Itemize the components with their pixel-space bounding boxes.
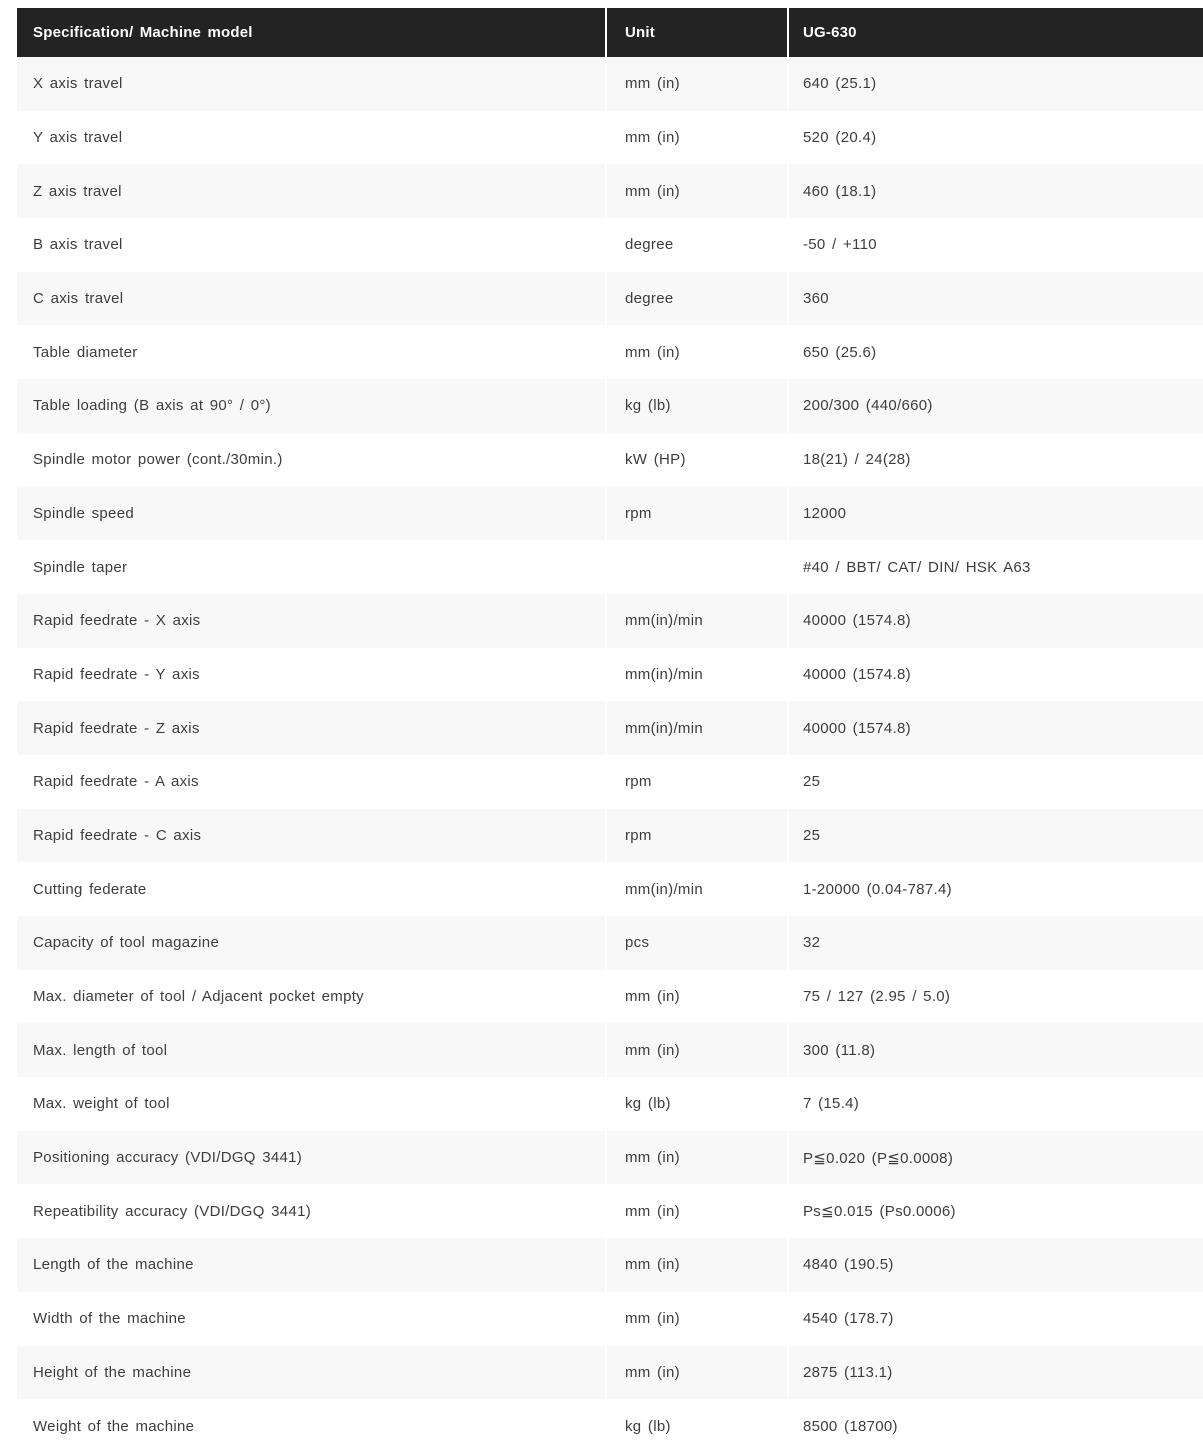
spec-cell: Weight of the machine [33, 1417, 195, 1435]
table-row [17, 594, 1203, 648]
spec-cell: Rapid feedrate - A axis [33, 773, 199, 791]
unit-cell: mm(in)/min [605, 862, 787, 916]
unit-cell: mm (in) [605, 1346, 787, 1400]
unit-cell [605, 540, 787, 594]
spec-cell: Rapid feedrate - C axis [33, 826, 202, 844]
unit-cell: mm (in) [605, 1184, 787, 1238]
spec-cell: Positioning accuracy (VDI/DGQ 3441) [33, 1149, 303, 1167]
unit-cell: mm (in) [605, 970, 787, 1024]
unit-cell: mm(in)/min [605, 701, 787, 755]
table-row [17, 272, 1203, 326]
value-cell: 520 (20.4) [787, 111, 1203, 165]
table-row [17, 1238, 1203, 1292]
table-row [17, 1131, 1203, 1185]
unit-cell: rpm [605, 809, 787, 863]
unit-cell: kW (HP) [605, 433, 787, 487]
unit-cell: mm (in) [605, 1238, 787, 1292]
spec-cell: Y axis travel [33, 129, 123, 147]
value-cell: 25 [787, 755, 1203, 809]
spec-cell: X axis travel [33, 75, 123, 93]
value-cell: Ps≦0.015 (Ps0.0006) [787, 1184, 1203, 1238]
spec-cell: Capacity of tool magazine [33, 934, 220, 952]
unit-cell: mm (in) [605, 325, 787, 379]
table-row [17, 164, 1203, 218]
unit-cell: rpm [605, 755, 787, 809]
value-cell: 4840 (190.5) [787, 1238, 1203, 1292]
table-row [17, 487, 1203, 541]
table-row [17, 701, 1203, 755]
table-row [17, 1023, 1203, 1077]
value-cell: 8500 (18700) [787, 1399, 1203, 1453]
value-cell: 200/300 (440/660) [787, 379, 1203, 433]
value-cell: 2875 (113.1) [787, 1346, 1203, 1400]
table-row [17, 1077, 1203, 1131]
value-cell: 40000 (1574.8) [787, 648, 1203, 702]
table-row [17, 648, 1203, 702]
value-cell: 40000 (1574.8) [787, 701, 1203, 755]
spec-cell: Length of the machine [33, 1256, 194, 1274]
table-body [17, 57, 1203, 1453]
unit-cell: rpm [605, 487, 787, 541]
unit-cell: mm (in) [605, 1292, 787, 1346]
value-cell: 460 (18.1) [787, 164, 1203, 218]
spec-cell: Cutting federate [33, 880, 147, 898]
table-row [17, 862, 1203, 916]
unit-cell: mm (in) [605, 57, 787, 111]
value-cell: 1-20000 (0.04-787.4) [787, 862, 1203, 916]
value-cell: #40 / BBT/ CAT/ DIN/ HSK A63 [787, 540, 1203, 594]
value-cell: P≦0.020 (P≦0.0008) [787, 1131, 1203, 1185]
table-row [17, 916, 1203, 970]
spec-cell: B axis travel [33, 236, 123, 254]
table-row [17, 111, 1203, 165]
table-row [17, 970, 1203, 1024]
table-row [17, 1346, 1203, 1400]
header-model: UG-630 [787, 8, 1203, 57]
unit-cell: degree [605, 272, 787, 326]
table-row [17, 1399, 1203, 1453]
spec-cell: Table loading (B axis at 90° / 0°) [33, 397, 271, 415]
spec-cell: Spindle taper [33, 558, 128, 576]
unit-cell: degree [605, 218, 787, 272]
unit-cell: pcs [605, 916, 787, 970]
table-header-row [17, 8, 1203, 57]
unit-cell: mm (in) [605, 164, 787, 218]
table-row [17, 1292, 1203, 1346]
spec-cell: C axis travel [33, 290, 124, 308]
table-row [17, 1184, 1203, 1238]
spec-cell: Rapid feedrate - X axis [33, 612, 201, 630]
value-cell: 300 (11.8) [787, 1023, 1203, 1077]
value-cell: 650 (25.6) [787, 325, 1203, 379]
table-row [17, 540, 1203, 594]
table-row [17, 809, 1203, 863]
table-row [17, 433, 1203, 487]
unit-cell: mm(in)/min [605, 648, 787, 702]
value-cell: -50 / +110 [787, 218, 1203, 272]
table-row [17, 218, 1203, 272]
value-cell: 25 [787, 809, 1203, 863]
value-cell: 7 (15.4) [787, 1077, 1203, 1131]
table-row [17, 325, 1203, 379]
spec-cell: Height of the machine [33, 1363, 192, 1381]
value-cell: 640 (25.1) [787, 57, 1203, 111]
header-specification: Specification/ Machine model [33, 24, 253, 41]
value-cell: 40000 (1574.8) [787, 594, 1203, 648]
unit-cell: mm(in)/min [605, 594, 787, 648]
header-unit: Unit [605, 8, 787, 57]
table-row [17, 755, 1203, 809]
unit-cell: kg (lb) [605, 1077, 787, 1131]
value-cell: 4540 (178.7) [787, 1292, 1203, 1346]
value-cell: 75 / 127 (2.95 / 5.0) [787, 970, 1203, 1024]
spec-cell: Z axis travel [33, 182, 122, 200]
unit-cell: mm (in) [605, 111, 787, 165]
table-row [17, 379, 1203, 433]
value-cell: 32 [787, 916, 1203, 970]
spec-cell: Spindle motor power (cont./30min.) [33, 451, 283, 469]
unit-cell: kg (lb) [605, 379, 787, 433]
value-cell: 12000 [787, 487, 1203, 541]
spec-cell: Width of the machine [33, 1310, 186, 1328]
spec-cell: Rapid feedrate - Y axis [33, 665, 200, 683]
spec-cell: Spindle speed [33, 504, 134, 522]
unit-cell: mm (in) [605, 1023, 787, 1077]
unit-cell: mm (in) [605, 1131, 787, 1185]
value-cell: 360 [787, 272, 1203, 326]
spec-cell: Table diameter [33, 343, 138, 361]
unit-cell: kg (lb) [605, 1399, 787, 1453]
spec-cell: Rapid feedrate - Z axis [33, 719, 200, 737]
spec-cell: Max. diameter of tool / Adjacent pocket empty [33, 988, 364, 1006]
spec-cell: Max. length of tool [33, 1041, 168, 1059]
value-cell: 18(21) / 24(28) [787, 433, 1203, 487]
spec-cell: Max. weight of tool [33, 1095, 170, 1113]
spec-cell: Repeatibility accuracy (VDI/DGQ 3441) [33, 1202, 312, 1220]
specification-table [17, 8, 1203, 1453]
table-row [17, 57, 1203, 111]
